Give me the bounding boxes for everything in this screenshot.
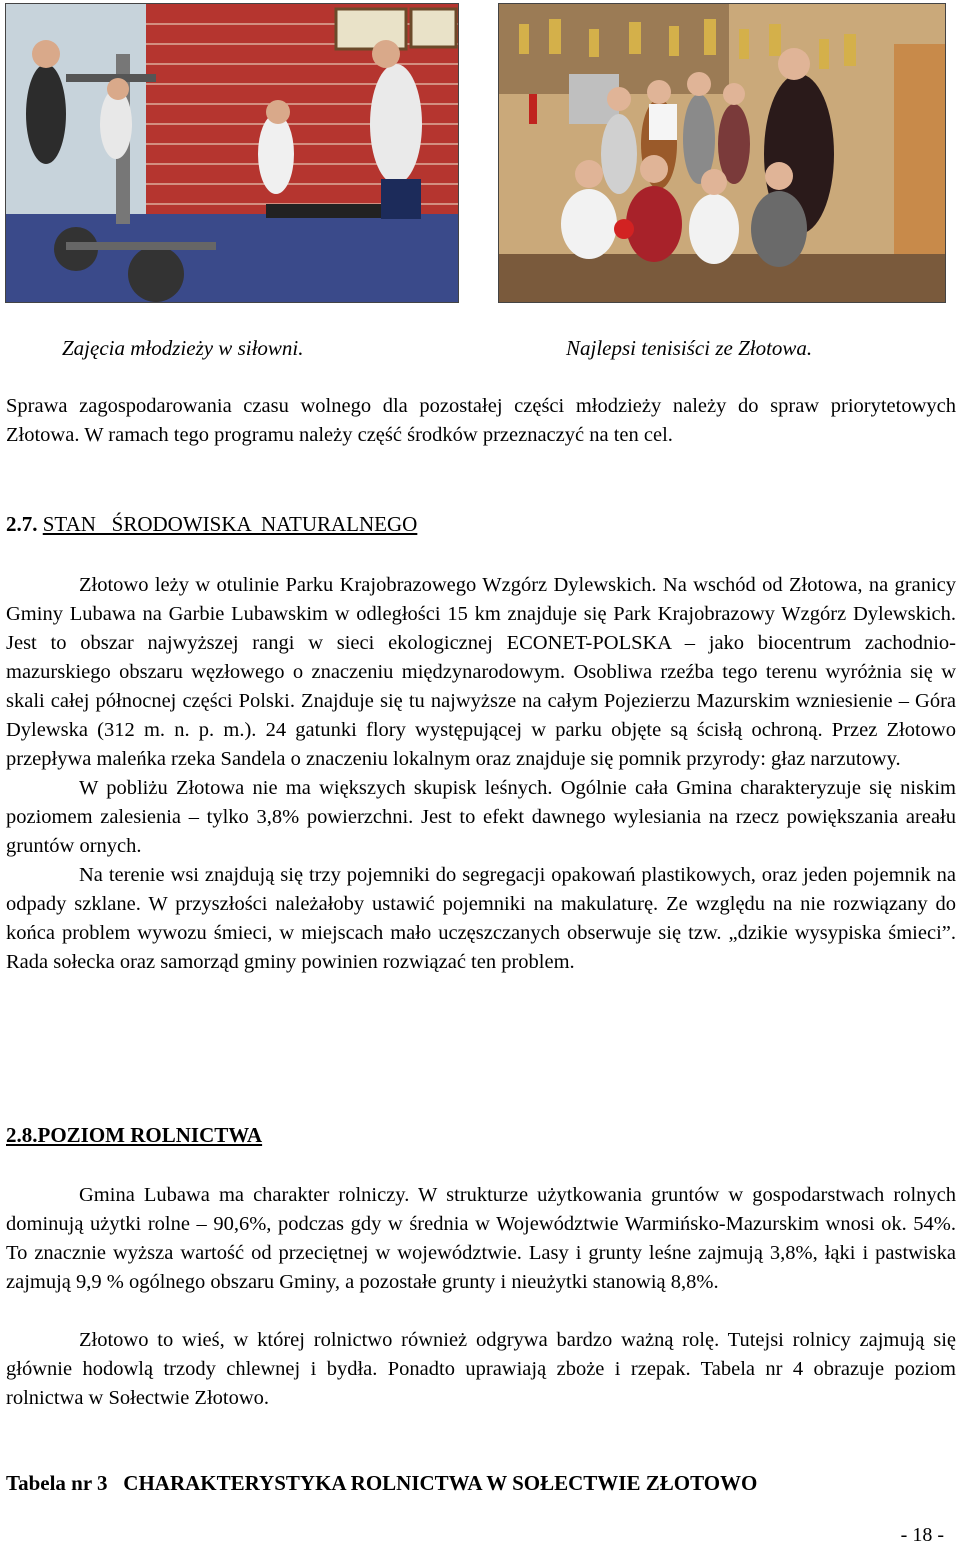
paragraph: Gmina Lubawa ma charakter rolniczy. W strukturze użytkowania gruntów w gospodarstwach rolnych dominują użytki rolne – 90,6%, podczas gdy w średnia w Województwie Warmińsko-Mazurskim wnosi ok. 54%. To znacznie wyższa wartość od przeciętnej w województwie. Lasy i grunty leśne zajmują 3,8%, łąki i pastwiska zajmują 9,9 % ogólnego obszaru Gminy, a pozostałe grunty i nieużytki stanowią 8,8%.	[6, 1184, 956, 1293]
paragraph: Złotowo leży w otulinie Parku Krajobrazowego Wzgórz Dylewskich. Na wschód od Złotowa, na granicy Gminy Lubawa na Garbie Lubawskim w odległości 15 km znajduje się Park Krajobrazowy Wzgórz Dylewskich. Jest to obszar najwyższej rangi w sieci ekologicznej ECONET-POLSKA – jako biocentrum zachodnio-mazurskiego obszaru węzłowego o znaczeniu międzynarodowym. Osobliwa rzeźba tego terenu wyróżnia się w skali całej północnej części Polski. Znajduje się tu najwyższe na całym Pojezierzu Mazurskim wzniesienie – Góra Dylewska (312 m. n. p. m.). 24 gatunki flory występującej w parku objęte są ścisłą ochroną. Przez Złotowo przepływa maleńka rzeka Sandela o znaczeniu lokalnym oraz znajduje się pomnik przyrody: głaz narzutowy.	[6, 574, 956, 770]
section-2-7-body	[6, 571, 956, 977]
paragraph: Złotowo to wieś, w której rolnictwo również odgrywa bardzo ważną rolę. Tutejsi rolnicy zajmują się głównie hodowlą trzody chlewnej i bydła. Ponadto uprawiają zboże i rzepak. Tabela nr 4 obrazuje poziom rolnictwa w Sołectwie Złotowo.	[6, 1329, 956, 1409]
paragraph: Na terenie wsi znajdują się trzy pojemniki do segregacji opakowań plastikowych, oraz jeden pojemnik na odpady szklane. W przyszłości należałoby ustawić pojemniki na makulaturę. Ze względu na nie rozwiązany do końca problem wywozu śmieci, w miejscach mało uczęszczanych obserwuje się tzw. „dzikie wysypiska śmieci”. Rada sołecka oraz samorząd gminy powinien rozwiązać ten problem.	[6, 864, 956, 973]
caption-gym: Zajęcia młodzieży w siłowni.	[62, 336, 304, 360]
gym-photo-illustration	[6, 4, 459, 303]
photo-tennis	[498, 3, 946, 303]
section-2-8-body	[6, 1181, 956, 1413]
section-number: 2.7.	[6, 512, 38, 536]
section-heading-2-7	[6, 512, 417, 537]
paragraph: W pobliżu Złotowa nie ma większych skupisk leśnych. Ogólnie cała Gmina charakteryzuje się niskim poziomem zalesienia – tylko 3,8% powierzchni. Jest to efekt dawnego wylesiania na rzecz powiększania areału gruntów ornych.	[6, 777, 956, 857]
section-title: STAN ŚRODOWISKA NATURALNEGO	[42, 512, 418, 536]
table-title: Tabela nr 3 CHARAKTERYSTYKA ROLNICTWA W SOŁECTWIE ZŁOTOWO	[6, 1471, 758, 1495]
page-number: - 18 -	[900, 1524, 944, 1546]
intro-paragraph	[6, 392, 956, 450]
section-heading-2-8: 2.8.POZIOM ROLNICTWA	[6, 1123, 263, 1147]
intro-text: Sprawa zagospodarowania czasu wolnego dla pozostałej części młodzieży należy do spraw priorytetowych Złotowa. W ramach tego programu należy część środków przeznaczyć na ten cel.	[6, 395, 956, 446]
photo-gym	[5, 3, 459, 303]
caption-tennis: Najlepsi tenisiści ze Złotowa.	[566, 336, 813, 360]
tennis-photo-illustration	[499, 4, 946, 303]
